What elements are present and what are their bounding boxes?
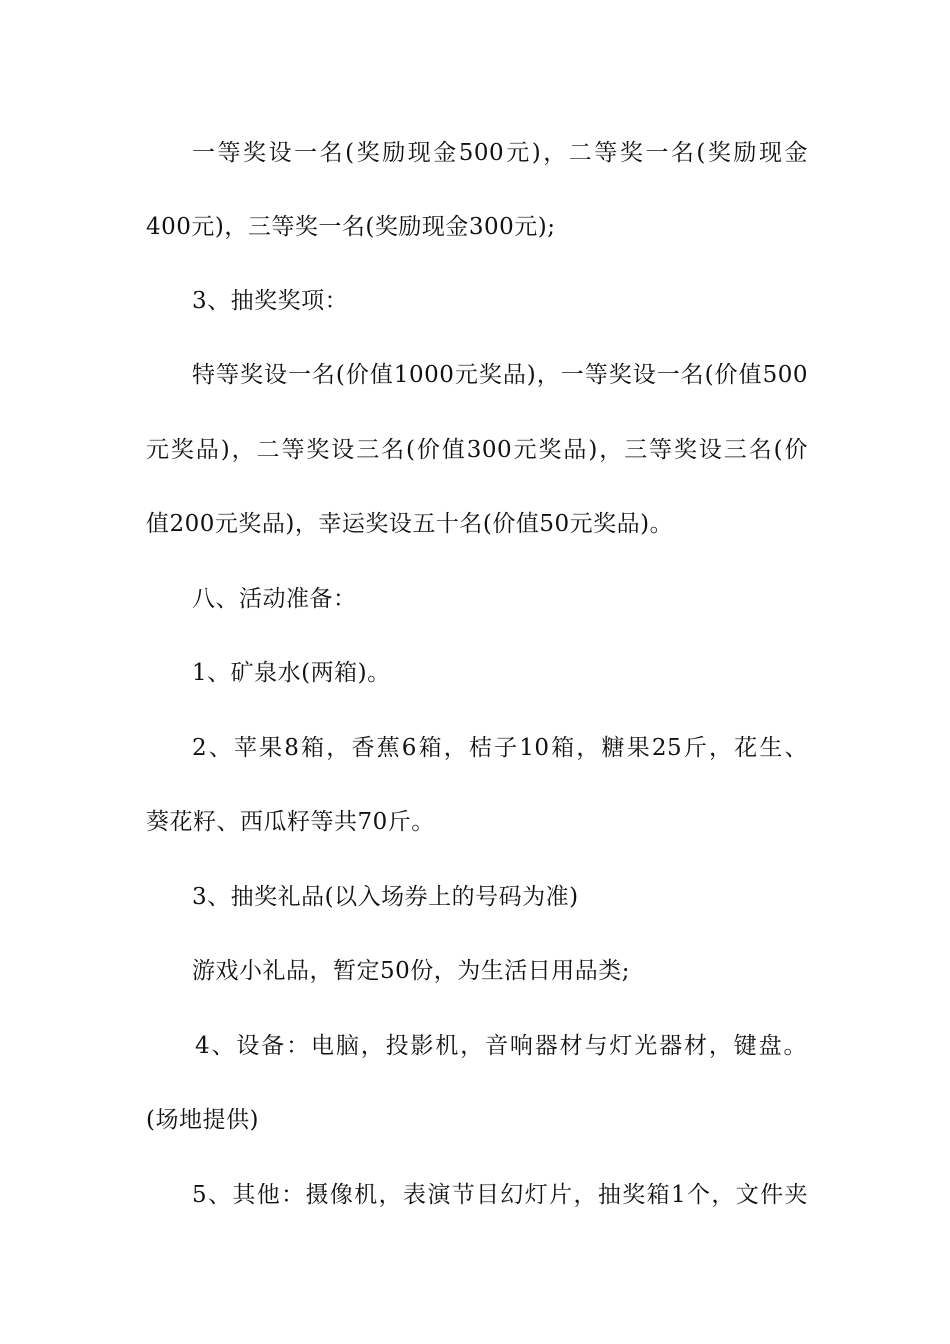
- prep-item-2-line-2: 葵花籽、西瓜籽等共70斤。: [146, 809, 435, 835]
- prep-item-2-line-1: 2、苹果8箱，香蕉6箱，桔子10箱，糖果25斤，花生、: [192, 735, 808, 761]
- prep-item-5: 5、其他：摄像机，表演节目幻灯片，抽奖箱1个，文件夹: [192, 1182, 808, 1208]
- prep-item-4-note: (场地提供): [146, 1107, 259, 1133]
- section-heading-preparation: 八、活动准备：: [192, 586, 357, 612]
- prep-item-4: 4、设备：电脑，投影机，音响器材与灯光器材，键盘。: [195, 1033, 807, 1059]
- prep-item-3: 3、抽奖礼品(以入场券上的号码为准): [192, 884, 579, 910]
- lottery-text-line-1: 特等奖设一名(价值1000元奖品)，一等奖设一名(价值500: [192, 362, 808, 388]
- lottery-text-line-2: 元奖品)，二等奖设三名(价值300元奖品)，三等奖设三名(价: [146, 437, 808, 463]
- prep-item-3-detail: 游戏小礼品，暂定50份，为生活日用品类;: [192, 958, 631, 984]
- lottery-text-line-3: 值200元奖品)，幸运奖设五十名(价值50元奖品)。: [146, 511, 674, 537]
- lottery-heading: 3、抽奖奖项：: [192, 288, 349, 314]
- award-text-line-2: 400元)，三等奖一名(奖励现金300元);: [146, 214, 556, 240]
- prep-item-1: 1、矿泉水(两箱)。: [192, 660, 391, 686]
- award-text-line-1: 一等奖设一名(奖励现金500元)，二等奖一名(奖励现金: [192, 140, 808, 166]
